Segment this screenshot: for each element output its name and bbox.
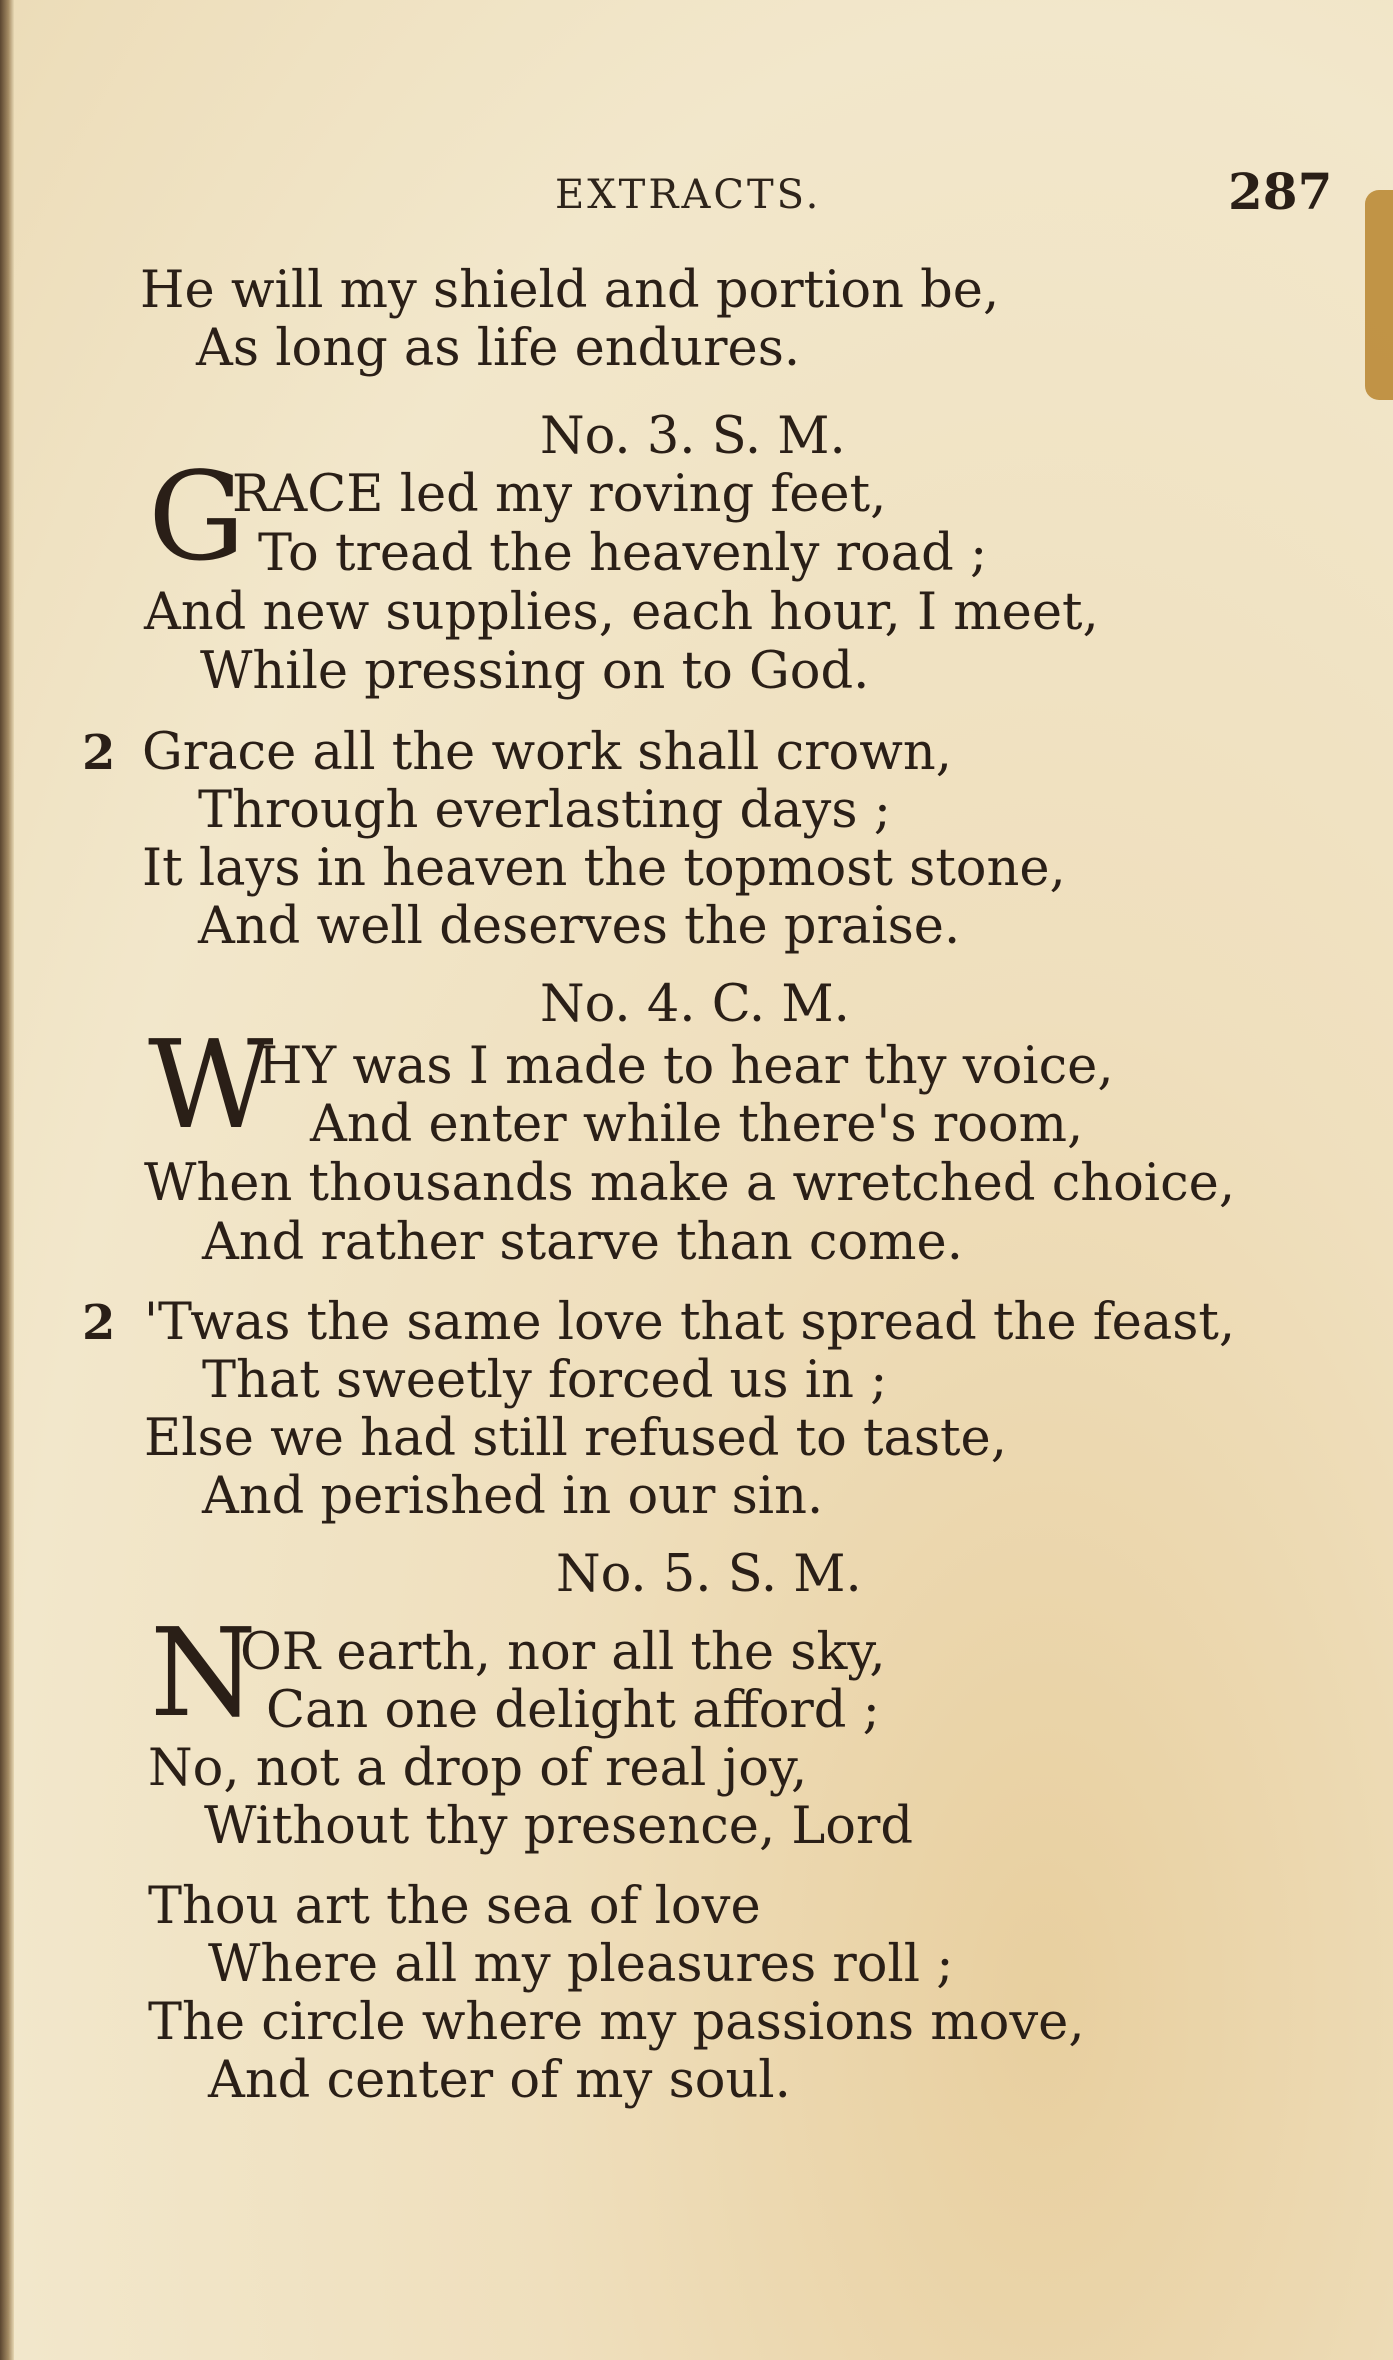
page-edge-stain [1365,190,1393,400]
verse-line: 'Twas the same love that spread the feast, [144,1293,1236,1352]
verse-line: And perished in our sin. [202,1467,824,1526]
verse-line: He will my shield and portion be, [140,261,1000,320]
verse-line: Thou art the sea of love [148,1877,761,1936]
drop-capital: W [148,1014,274,1156]
verse-line: Grace all the work shall crown, [142,723,952,782]
hymn-heading: No. 5. S. M. [556,1545,862,1604]
drop-capital: G [148,446,246,588]
verse-line: Without thy presence, Lord [204,1797,913,1856]
page-number: 287 [1228,162,1333,221]
verse-line: RACE led my roving feet, [232,465,887,524]
verse-line: Can one delight afford ; [266,1681,880,1740]
verse-line: And enter while there's room, [310,1095,1084,1154]
verse-line: Where all my pleasures roll ; [208,1935,954,1994]
drop-capital: N [150,1602,257,1744]
verse-line: And well deserves the praise. [198,897,961,956]
verse-line: That sweetly forced us in ; [202,1351,888,1410]
hymn-heading: No. 4. C. M. [540,975,850,1034]
verse-line: HY was I made to hear thy voice, [258,1037,1114,1096]
hymn-heading: No. 3. S. M. [540,407,846,466]
book-spine-edge [0,0,14,2360]
verse-line: And center of my soul. [208,2051,791,2110]
verse-line: When thousands make a wretched choice, [144,1154,1236,1213]
verse-line: And new supplies, each hour, I meet, [144,583,1099,642]
stanza-number: 2 [82,1295,116,1351]
running-header: EXTRACTS. [555,172,822,218]
verse-line: OR earth, nor all the sky, [240,1623,886,1682]
verse-line: No, not a drop of real joy, [148,1739,808,1798]
verse-line: It lays in heaven the topmost stone, [142,839,1066,898]
verse-line: Else we had still refused to taste, [144,1409,1007,1468]
verse-line: While pressing on to God. [200,642,870,701]
verse-line: And rather starve than come. [202,1213,963,1272]
stanza-number: 2 [82,725,116,781]
verse-line: Through everlasting days ; [198,781,891,840]
verse-line: As long as life endures. [196,319,801,378]
verse-line: To tread the heavenly road ; [258,524,988,583]
verse-line: The circle where my passions move, [148,1993,1085,2052]
